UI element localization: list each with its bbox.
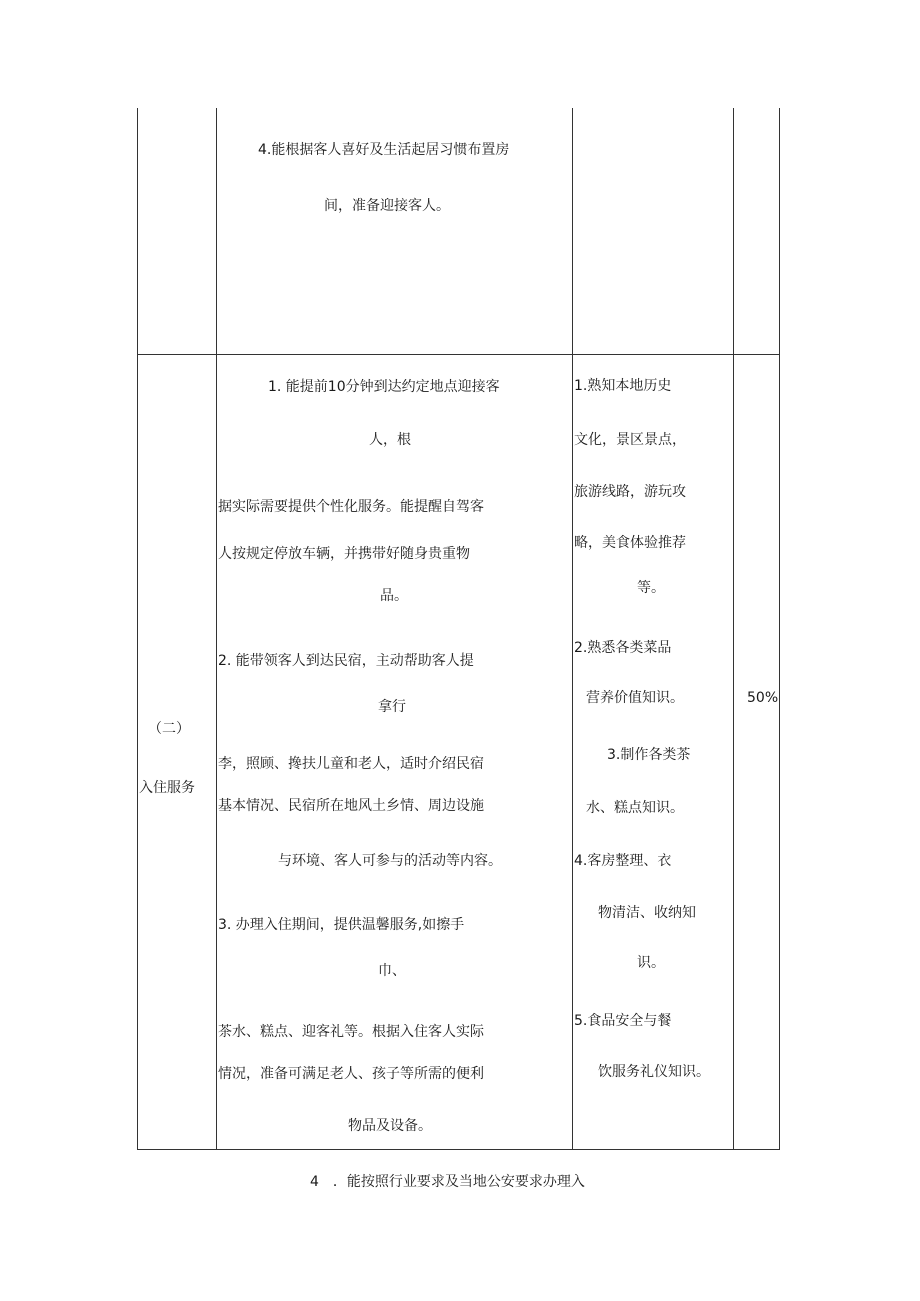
skill-line: 拿行 [378, 699, 406, 715]
knowledge-line: 1.熟知本地历史 [574, 378, 672, 394]
prev-skill-line-1: 4.能根据客人喜好及生活起居习惯布置房 [258, 142, 510, 158]
skill-line: 2. 能带领客人到达民宿，主动帮助客人提 [218, 653, 474, 669]
skill-line: 1. 能提前10分钟到达约定地点迎接客 [268, 379, 500, 395]
knowledge-line: 2.熟悉各类菜品 [574, 640, 672, 656]
skill-line: 据实际需要提供个性化服务。能提醒自驾客 [218, 499, 484, 515]
knowledge-line: 略，美食体验推荐 [574, 535, 686, 551]
weight-percentage: 50% [747, 690, 779, 706]
row-divider [137, 354, 780, 355]
skill-line: 人按规定停放车辆，并携带好随身贵重物 [218, 546, 470, 562]
skill-line: 巾、 [378, 963, 406, 979]
skill-line: 基本情况、民宿所在地风土乡情、周边设施 [218, 798, 484, 814]
knowledge-line: 3.制作各类茶 [607, 747, 691, 763]
table-border-right [779, 108, 780, 1150]
footer-text-line: 4 ．能按照行业要求及当地公安要求办理入 [310, 1174, 585, 1190]
prev-skill-line-2: 间，准备迎接客人。 [324, 198, 450, 214]
column-divider-2 [572, 108, 573, 1150]
knowledge-line: 物清洁、收纳知 [598, 905, 696, 921]
skill-line: 物品及设备。 [348, 1118, 432, 1134]
knowledge-line: 文化，景区景点， [574, 432, 686, 448]
knowledge-line: 旅游线路，游玩攻 [574, 484, 686, 500]
knowledge-line: 识。 [637, 955, 665, 971]
table-border-bottom [137, 1149, 780, 1150]
table-border-left [137, 108, 138, 1150]
skill-line: 人，根 [369, 432, 411, 448]
column-divider-1 [216, 108, 217, 1150]
knowledge-line: 饮服务礼仪知识。 [598, 1064, 710, 1080]
skill-line: 与环境、客人可参与的活动等内容。 [278, 853, 502, 869]
section-number: （二） [148, 721, 190, 737]
column-divider-3 [733, 108, 734, 1150]
knowledge-line: 等。 [637, 580, 665, 596]
knowledge-line: 5.食品安全与餐 [574, 1013, 672, 1029]
skill-line: 品。 [380, 588, 408, 604]
skill-line: 李，照顾、搀扶儿童和老人，适时介绍民宿 [218, 756, 484, 772]
skill-line: 茶水、糕点、迎客礼等。根据入住客人实际 [218, 1024, 484, 1040]
skill-line: 3. 办理入住期间，提供温馨服务,如擦手 [218, 917, 465, 933]
skill-line: 情况，准备可满足老人、孩子等所需的便利 [218, 1066, 484, 1082]
section-title: 入住服务 [139, 780, 195, 796]
knowledge-line: 4.客房整理、衣 [574, 853, 672, 869]
knowledge-line: 营养价值知识。 [586, 690, 684, 706]
knowledge-line: 水、糕点知识。 [586, 800, 684, 816]
